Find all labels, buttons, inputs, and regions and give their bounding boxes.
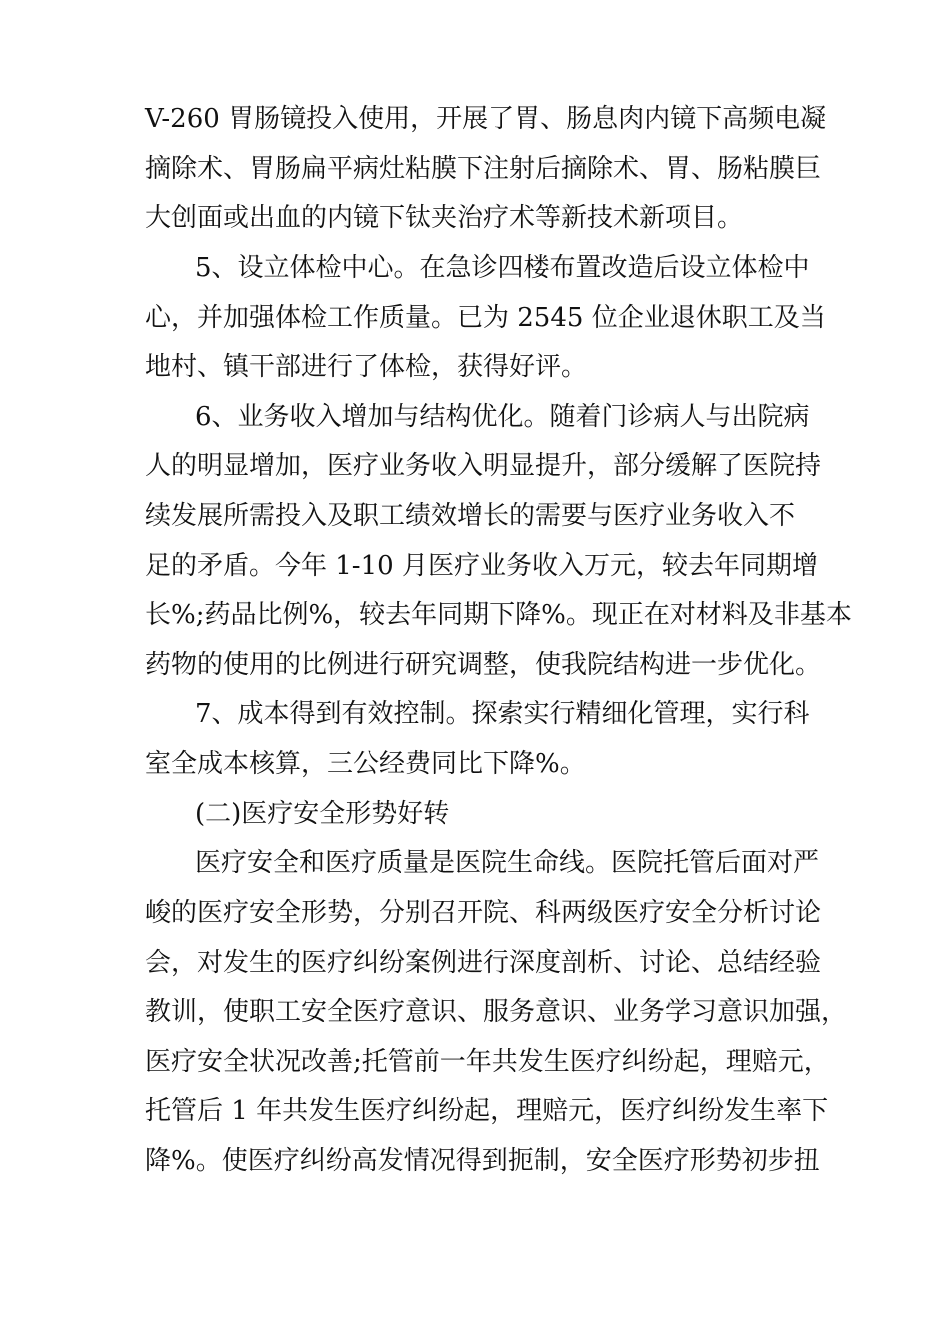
- text-line: 药物的使用的比例进行研究调整，使我院结构进一步优化。: [145, 650, 822, 680]
- text-line: 续发展所需投入及职工绩效增长的需要与医疗业务收入不: [145, 501, 796, 531]
- text-line: 会，对发生的医疗纠纷案例进行深度剖析、讨论、总结经验: [145, 948, 822, 978]
- paragraph-heading: 7、成本得到有效控制。探索实行精细化管理，实行科: [195, 699, 810, 729]
- paragraph-heading: 6、业务收入增加与结构优化。随着门诊病人与出院病: [195, 402, 810, 432]
- text-line: 地村、镇干部进行了体检，获得好评。: [145, 352, 588, 382]
- text-line: 教训，使职工安全医疗意识、服务意识、业务学习意识加强，: [145, 997, 848, 1027]
- text-line: 降%。使医疗纠纷高发情况得到扼制，安全医疗形势初步扭: [145, 1146, 820, 1176]
- text-line: 长%;药品比例%，较去年同期下降%。现正在对材料及非基本: [145, 600, 852, 630]
- text-line: 托管后 1 年共发生医疗纠纷起，理赔元，医疗纠纷发生率下: [145, 1096, 829, 1126]
- text-line: V-260 胃肠镜投入使用，开展了胃、肠息肉内镜下高频电凝: [145, 104, 827, 134]
- text-line: 医疗安全状况改善;托管前一年共发生医疗纠纷起，理赔元，: [145, 1047, 830, 1077]
- text-line: 心，并加强体检工作质量。已为 2545 位企业退休职工及当: [145, 303, 826, 333]
- section-heading: (二)医疗安全形势好转: [195, 799, 450, 829]
- paragraph-heading: 5、设立体检中心。在急诊四楼布置改造后设立体检中: [195, 253, 810, 283]
- text-line: 峻的医疗安全形势，分别召开院、科两级医疗安全分析讨论: [145, 898, 822, 928]
- text-line: 足的矛盾。今年 1-10 月医疗业务收入万元，较去年同期增: [145, 551, 818, 581]
- text-line: 人的明显增加，医疗业务收入明显提升，部分缓解了医院持: [145, 451, 822, 481]
- text-line: 室全成本核算，三公经费同比下降%。: [145, 749, 586, 779]
- text-line: 摘除术、胃肠扁平病灶粘膜下注射后摘除术、胃、肠粘膜巨: [145, 154, 822, 184]
- text-line: 大创面或出血的内镜下钛夹治疗术等新技术新项目。: [145, 203, 744, 233]
- paragraph-start: 医疗安全和医疗质量是医院生命线。医院托管后面对严: [195, 848, 820, 878]
